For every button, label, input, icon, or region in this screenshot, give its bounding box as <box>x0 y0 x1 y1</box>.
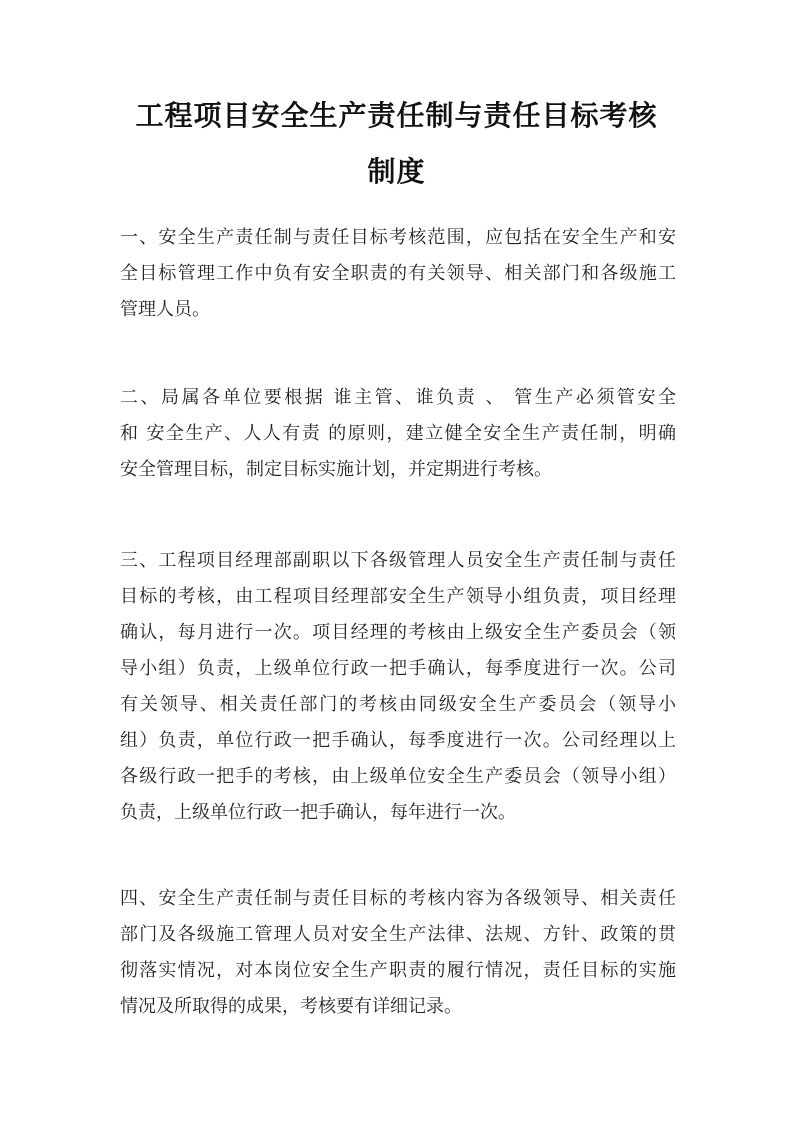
paragraph-2 <box>120 380 676 488</box>
paragraph-line: 目标的考核，由工程项目经理部安全生产领导小组负责，项目经理 <box>120 586 676 607</box>
paragraph-1 <box>120 220 676 328</box>
document-title-line-1: 工程项目安全生产责任制与责任目标考核 <box>135 99 658 132</box>
paragraph-line: 彻落实情况，对本岗位安全生产职责的履行情况，责任目标的实施 <box>120 960 676 981</box>
paragraph-line: 安全管理目标，制定目标实施计划，并定期进行考核。 <box>120 459 552 480</box>
paragraph-line: 和 安全生产、人人有责 的原则，建立健全安全生产责任制，明确 <box>120 423 676 444</box>
paragraph-line: 负责，上级单位行政一把手确认，每年进行一次。 <box>120 802 516 823</box>
paragraph-line: 情况及所取得的成果，考核要有详细记录。 <box>120 996 462 1017</box>
paragraph-line: 确认，每月进行一次。项目经理的考核由上级安全生产委员会（领 <box>120 622 676 643</box>
paragraph-line: 各级行政一把手的考核，由上级单位安全生产委员会（领导小组） <box>120 766 676 787</box>
paragraph-line: 导小组）负责，上级单位行政一把手确认，每季度进行一次。公司 <box>120 658 676 679</box>
paragraph-line: 三、工程项目经理部副职以下各级管理人员安全生产责任制与责任 <box>120 550 676 571</box>
paragraph-line: 组）负责，单位行政一把手确认，每季度进行一次。公司经理以上 <box>120 730 676 751</box>
paragraph-3 <box>120 543 676 831</box>
paragraph-line: 全目标管理工作中负有安全职责的有关领导、相关部门和各级施工 <box>120 263 676 284</box>
paragraph-line: 部门及各级施工管理人员对安全生产法律、法规、方针、政策的贯 <box>120 924 676 945</box>
paragraph-line: 二、局属各单位要根据 谁主管、谁负责 、 管生产必须管安全 <box>120 387 676 408</box>
document-title-line-2: 制度 <box>367 155 426 188</box>
paragraph-line: 管理人员。 <box>120 299 210 320</box>
paragraph-4 <box>120 881 676 1025</box>
paragraph-line: 有关领导、相关责任部门的考核由同级安全生产委员会（领导小 <box>120 694 676 715</box>
paragraph-line: 一、安全生产责任制与责任目标考核范围，应包括在安全生产和安 <box>120 227 676 248</box>
paragraph-line: 四、安全生产责任制与责任目标的考核内容为各级领导、相关责任 <box>120 888 676 909</box>
